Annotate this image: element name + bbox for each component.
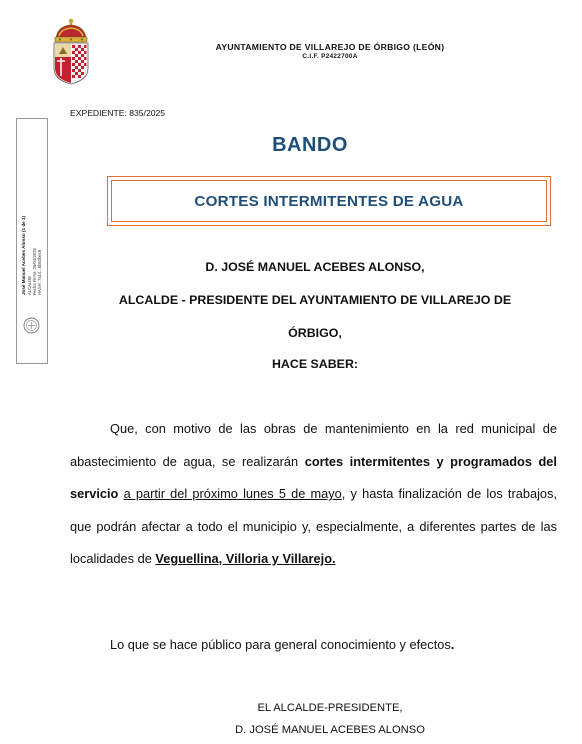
- signature-date: Fecha Firma: 29/04/2025: [32, 248, 37, 295]
- signature-strip: [16, 118, 48, 364]
- municipality-name: AYUNTAMIENTO DE VILLAREJO DE ÓRBIGO (LEÓN): [215, 42, 445, 52]
- body-text: Que, con motivo de las obras de mantenimiento en la red municipal de abastecimiento de agua, se realizarán: [70, 421, 557, 469]
- municipality-cif: C.I.F. P2422700A: [302, 53, 358, 60]
- signer-line: José Manuel Acebes Alonso (1 de 1): [21, 215, 26, 295]
- signature-hash: HASH: 7a14...5b82bec9: [37, 249, 42, 295]
- announcement-heading: HACE SABER:: [271, 357, 359, 371]
- coat-of-arms-icon: [48, 16, 94, 86]
- body-text: , y hasta finalización de los trabajos, que podrán afectar a todo el municipio y, especialmente, a diferentes partes de las localidades de: [70, 486, 558, 566]
- signature-name: D. JOSÉ MANUEL ACEBES ALONSO: [235, 724, 425, 736]
- body-underlined-date: a partir del próximo lunes 5 de mayo: [123, 486, 342, 501]
- mayor-name: D. JOSÉ MANUEL ACEBES ALONSO,: [205, 260, 425, 274]
- electronic-seal-icon: [23, 317, 40, 334]
- mayor-title: ALCALDE - PRESIDENTE DEL AYUNTAMIENTO DE VILLAREJO DE: [118, 293, 512, 307]
- localities-list: Veguellina, Villoria y Villarejo.: [155, 551, 336, 566]
- mayor-title-cont: ÓRBIGO,: [288, 326, 342, 340]
- subject-box: [107, 176, 551, 226]
- closing-text: Lo que se hace público para general conocimiento y efectos: [110, 637, 451, 652]
- subject-heading: CORTES INTERMITENTES DE AGUA: [194, 192, 464, 210]
- body-paragraph: [70, 413, 557, 576]
- signature-title: EL ALCALDE-PRESIDENTE,: [257, 702, 403, 714]
- body-bold-text: cortes intermitentes y programados del servicio: [70, 453, 557, 501]
- closing-statement: [110, 637, 454, 652]
- signer-role: ALCALDE: [27, 275, 32, 295]
- document-title: BANDO: [272, 134, 348, 156]
- closing-period: .: [450, 637, 455, 652]
- subject-box-inner: [111, 180, 547, 222]
- file-number: EXPEDIENTE: 835/2025: [70, 108, 166, 118]
